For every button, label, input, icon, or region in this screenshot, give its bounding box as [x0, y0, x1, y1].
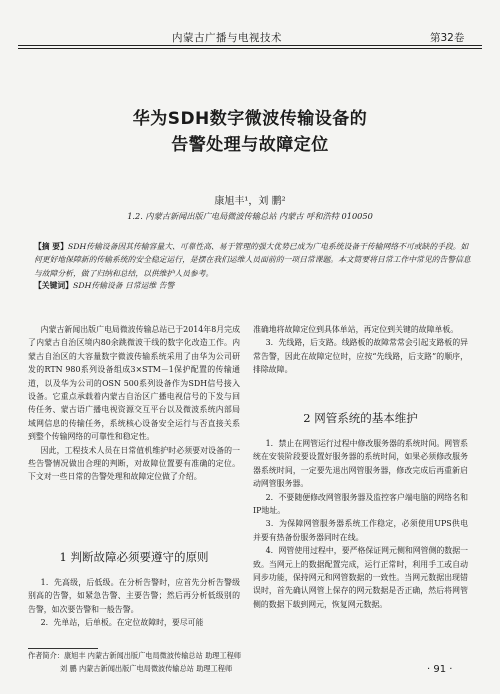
paragraph: 4．网管使用过程中，要严格保证网元侧和网管侧的数据一致。当网元上的数据配置完成，运行正常时，利用手工或自动同步功能，保持网元和网管数据的一致性。当网元数据出现错误时，首先确认网管上保存的网元数据是否正确，然后将网管侧的数据下载到网元，恢复网元数据。: [253, 546, 468, 609]
abstract: [34, 240, 476, 280]
section-heading-2: 2 网管系统的基本维护: [303, 411, 418, 425]
running-header-journal: 内蒙古广播与电视技术: [172, 32, 282, 44]
paper-title-line2: 告警处理与故障定位: [171, 135, 329, 155]
keywords-text: SDH传输设备 日常运维 告警: [72, 281, 175, 290]
header-rule-thin: [18, 48, 482, 49]
paragraph: 内蒙古新闻出版广电局微波传输总站已于2014年8月完成了内蒙古自治区境内80余跳微波干线的数字化改造工作。内蒙古自治区的大容量数字微波传输系统采用了由华为公司研发的RTN 980系列设备组成3×STM－1保护配置的传输通道，以及华为公司的OSN 500系列设备作为SDH信号接入设备。它重点承载着内蒙古自治区广播电视信号的下发与回传任务、蒙古语广播电视资源交互平台以及微波系统内部局域网信息的传输任务，系统核心设备安全运行与否直接关系到整个传输网络的可靠性和稳定性。: [28, 325, 240, 442]
paragraph: 2．先单站，后单板。在定位故障时，要尽可能: [40, 618, 204, 628]
running-header-volume: 第32卷: [430, 32, 465, 44]
abstract-label: 【摘 要】: [34, 242, 68, 251]
paper-title-line1: 华为SDH数字微波传输设备的: [132, 109, 368, 129]
paragraph: 准确地将故障定位到具体单站，再定位到关键的故障单板。: [253, 325, 459, 334]
paragraph: 3．先线路，后支路。线路板的故障常常会引起支路板的异常告警，因此在故障定位时，应按“先线路，后支路”的顺序，排除故障。: [253, 338, 468, 375]
paragraph: 因此，工程技术人员在日常值机维护时必须要对设备的一些告警情况做出合理的判断，对故障位置要有准确的定位。下文对一些日常的告警处理和故障定位做了介绍。: [28, 445, 240, 482]
right-column: [253, 323, 468, 377]
keywords: [34, 280, 476, 291]
section-heading-1: 1 判断故障必须要遵守的原则: [59, 550, 209, 564]
header-rule: [18, 45, 482, 46]
footnote-rule: [28, 648, 98, 649]
abstract-text: SDH传输设备因其传输容量大、可靠性高、易于管理的强大优势已成为广电系统设备干传输网络不可或缺的手段。如何更好地保障新的传输系统的安全稳定运行，是摆在我们运维人员面前的一项日常课题。本文简要将日常工作中常见的告警信息与故障分析，做了归纳和总结，以供维护人员参考。: [34, 242, 471, 278]
left-column-cont: [28, 576, 240, 630]
paragraph: 2．不要随便修改网管服务器及监控客户端电脑的网络名和IP地址。: [253, 492, 468, 516]
right-column-cont: [253, 437, 468, 611]
paragraph: 1．禁止在网管运行过程中修改服务器的系统时间。网管系统在安装阶段要设置好服务器的系统时间，如果必须修改服务器系统时间，一定要先退出网管服务器，修改完成后再重新启动网管服务器。: [253, 439, 468, 489]
page-number: · 91 ·: [427, 664, 453, 675]
paragraph: 1．先高级，后低级。在分析告警时，应首先分析告警级别高的告警，如紧急告警、主要告警；然后再分析低级别的告警，如次要告警和一般告警。: [28, 578, 240, 614]
paragraph: 3．为保障网管服务器系统工作稳定，必须使用UPS供电并要有热备份服务器同时在线。: [253, 519, 468, 542]
left-column: [28, 323, 240, 484]
keywords-label: 【关键词】: [34, 281, 73, 290]
authors: 康旭丰¹，刘 鹏²: [214, 196, 286, 207]
footnote-line1: 作者简介：康旭丰 内蒙古新闻出版广电局微波传输总站 助理工程师: [28, 651, 242, 660]
affiliation: 1.2. 内蒙古新闻出版广电局微波传输总站 内蒙古 呼和浩特 010050: [127, 211, 373, 221]
footnote-line2: 刘 鹏 内蒙古新闻出版广电局微波传输总站 助理工程师: [60, 664, 233, 673]
